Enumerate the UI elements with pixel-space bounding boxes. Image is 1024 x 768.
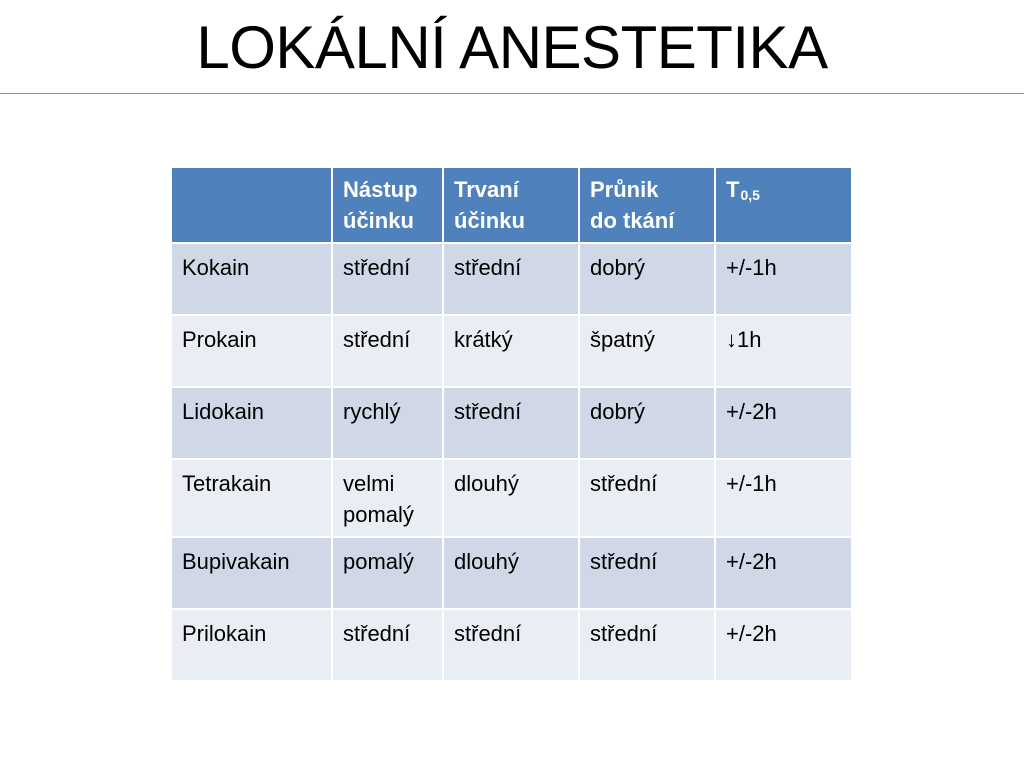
drug-name-cell: Prokain bbox=[171, 315, 332, 387]
anesthetics-table bbox=[170, 166, 853, 682]
halflife-cell: ↓1h bbox=[715, 315, 852, 387]
penetration-cell: střední bbox=[579, 459, 715, 537]
onset-cell: rychlý bbox=[332, 387, 443, 459]
halflife-cell: +/-1h bbox=[715, 243, 852, 315]
duration-cell: dlouhý bbox=[443, 459, 579, 537]
header-duration-line1: Trvaní bbox=[454, 177, 519, 202]
duration-cell: krátký bbox=[443, 315, 579, 387]
table-row bbox=[171, 609, 852, 681]
drug-name-cell: Kokain bbox=[171, 243, 332, 315]
header-cell-onset bbox=[332, 167, 443, 243]
penetration-cell: střední bbox=[579, 537, 715, 609]
header-cell-duration bbox=[443, 167, 579, 243]
header-penetration-line2: do tkání bbox=[590, 208, 675, 233]
table-row bbox=[171, 387, 852, 459]
drug-name-cell: Prilokain bbox=[171, 609, 332, 681]
duration-cell: střední bbox=[443, 243, 579, 315]
halflife-cell: +/-2h bbox=[715, 537, 852, 609]
header-cell-penetration bbox=[579, 167, 715, 243]
header-duration-line2: účinku bbox=[454, 208, 525, 233]
penetration-cell: dobrý bbox=[579, 387, 715, 459]
onset-cell: střední bbox=[332, 609, 443, 681]
slide-title: LOKÁLNÍ ANESTETIKA bbox=[196, 14, 828, 81]
table-row bbox=[171, 459, 852, 537]
penetration-cell: střední bbox=[579, 609, 715, 681]
table-row bbox=[171, 537, 852, 609]
halflife-cell: +/-1h bbox=[715, 459, 852, 537]
drug-name-cell: Tetrakain bbox=[171, 459, 332, 537]
header-penetration-line1: Průnik bbox=[590, 177, 659, 202]
header-cell-halflife bbox=[715, 167, 852, 243]
onset-cell: pomalý bbox=[332, 537, 443, 609]
duration-cell: dlouhý bbox=[443, 537, 579, 609]
header-halflife-main: T bbox=[726, 177, 740, 202]
onset-cell: střední bbox=[332, 243, 443, 315]
onset-cell: velmi pomalý bbox=[332, 459, 443, 537]
drug-name-cell: Bupivakain bbox=[171, 537, 332, 609]
table-row bbox=[171, 243, 852, 315]
onset-cell: střední bbox=[332, 315, 443, 387]
title-divider bbox=[0, 93, 1024, 94]
penetration-cell: dobrý bbox=[579, 243, 715, 315]
header-halflife-sub: 0,5 bbox=[740, 187, 760, 203]
penetration-cell: špatný bbox=[579, 315, 715, 387]
header-cell-empty bbox=[171, 167, 332, 243]
halflife-cell: +/-2h bbox=[715, 387, 852, 459]
table-row bbox=[171, 315, 852, 387]
duration-cell: střední bbox=[443, 387, 579, 459]
duration-cell: střední bbox=[443, 609, 579, 681]
halflife-cell: +/-2h bbox=[715, 609, 852, 681]
table-header-row bbox=[171, 167, 852, 243]
header-onset-line1: Nástup bbox=[343, 177, 418, 202]
header-onset-line2: účinku bbox=[343, 208, 414, 233]
drug-name-cell: Lidokain bbox=[171, 387, 332, 459]
